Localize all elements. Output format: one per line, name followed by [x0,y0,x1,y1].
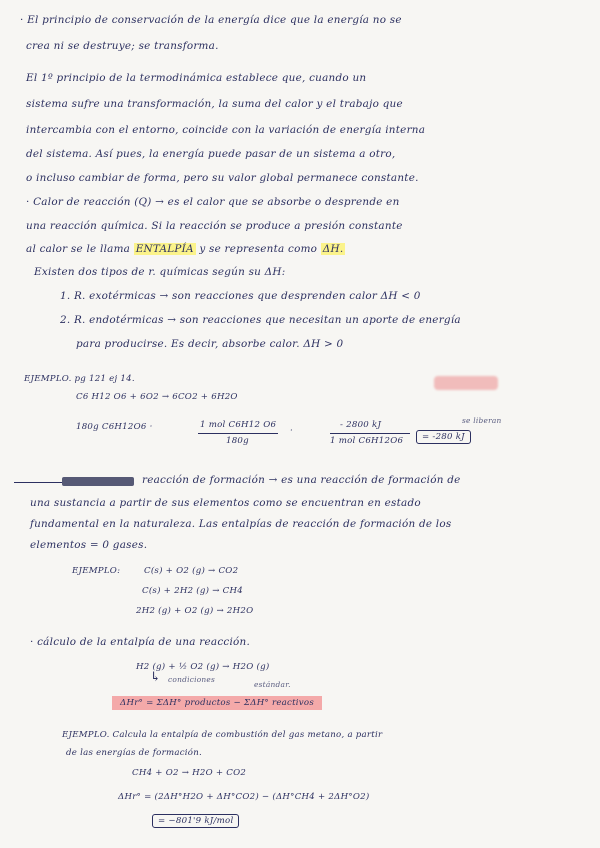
equation: CH4 + O2 → H2O + CO2 [132,768,247,778]
equation: C6 H12 O6 + 6O2 → 6CO2 + 6H2O [76,392,238,402]
calc-term: 180g C6H12O6 · [76,422,153,432]
text-line: crea ni se destruye; se transforma. [26,40,219,52]
pink-smudge [434,376,498,390]
fraction-numerator: - 2800 kJ [340,420,382,430]
delta-h-highlight: ΔH. [322,243,344,255]
text-line: una sustancia a partir de sus elementos como se encuentran en estado [30,497,421,509]
text-line: Existen dos tipos de r. químicas según su ΔH: [34,266,286,278]
crossed-out-text [62,477,134,486]
fraction-bar [330,433,410,434]
text-line: para producirse. Es decir, absorbe calor. ΔH > 0 [76,338,344,350]
result-box [416,432,471,442]
text-line: 2. R. endotérmicas → son reacciones que necesitan un aporte de energía [60,314,461,326]
annotation: condiciones [168,675,216,684]
text-line: EJEMPLO. Calcula la entalpía de combustión del gas metano, a partir [62,730,383,740]
text-line: El 1º principio de la termodinámica establece que, cuando un [26,72,367,84]
result-value: = -280 kJ [416,430,471,444]
equation: H2 (g) + ½ O2 (g) → H2O (g) [136,662,270,672]
text-fragment: al calor se le llama [26,243,131,255]
equation: C(s) + O2 (g) → CO2 [144,566,239,576]
equation: C(s) + 2H2 (g) → CH4 [142,586,243,596]
text-line: elementos = 0 gases. [30,539,148,551]
equation: 2H2 (g) + O2 (g) → 2H2O [136,606,254,616]
annotation: se liberan [462,416,502,425]
example-heading: EJEMPLO. pg 121 ej 14. [24,374,135,384]
annotation: estándar. [254,680,291,689]
arrow-line [14,482,62,483]
text-line: o incluso cambiar de forma, pero su valor global permanece constante. [26,172,419,184]
text-line: · Calor de reacción (Q) → es el calor que se absorbe o desprende en [26,196,400,208]
text-fragment: y se representa como [199,243,318,255]
text-line: reacción de formación → es una reacción de formación de [142,474,461,486]
text-line [26,243,345,255]
enthalpy-highlight: ENTALPÍA [135,243,194,255]
text-line: fundamental en la naturaleza. Las entalpías de reacción de formación de los [30,518,452,530]
hook-arrow-icon: ↳ [150,670,161,685]
result-value: = −801'9 kJ/mol [152,814,239,828]
fraction-numerator: 1 mol C6H12 O6 [200,420,277,430]
fraction-denominator: 1 mol C6H12O6 [330,436,404,446]
text-line: sistema sufre una transformación, la suma del calor y el trabajo que [26,98,403,110]
text-line: 1. R. exotérmicas → son reacciones que desprenden calor ΔH < 0 [60,290,421,302]
fraction-bar [198,433,278,434]
multiply-sign: · [290,426,293,436]
text-line: del sistema. Así pues, la energía puede pasar de un sistema a otro, [26,148,396,160]
example-heading: EJEMPLO: [72,566,121,576]
enthalpy-formula: ΔHr° = ΣΔH° productos − ΣΔH° reactivos [112,696,322,710]
text-line: intercambia con el entorno, coincide con la variación de energía interna [26,124,426,136]
section-heading: · cálculo de la entalpía de una reacción. [30,636,251,648]
text-line: · El principio de conservación de la energía dice que la energía no se [20,14,402,26]
result-box [152,816,239,826]
text-line: una reacción química. Si la reacción se produce a presión constante [26,220,403,232]
fraction-denominator: 180g [226,436,249,446]
text-line: de las energías de formación. [66,748,202,758]
equation: ΔHr° = (2ΔH°H2O + ΔH°CO2) − (ΔH°CH4 + 2ΔH°O2) [118,792,370,802]
